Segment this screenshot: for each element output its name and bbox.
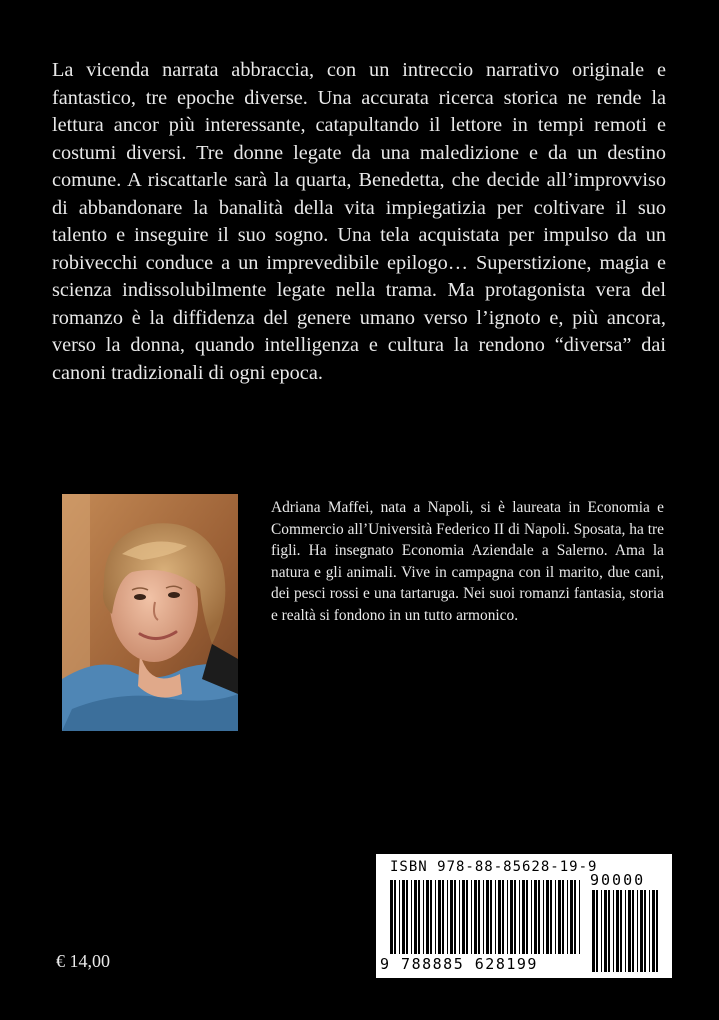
ean-digits: 9 788885 628199: [380, 955, 538, 973]
author-portrait-illustration: [62, 494, 238, 731]
book-blurb: La vicenda narrata abbraccia, con un intreccio narrativo originale e fantastico, tre epoche diverse. Una accurata ricerca storica ne rende la lettura ancor più interessante, catapultando il lettore in tempi remoti e costumi diversi. Tre donne legate da una maledizione e da un destino comune. A riscattarle sarà la quarta, Benedetta, che decide all’improvviso di abbandonare la banalità della vita impiegatizia per coltivare il suo talento e inseguire il suo sogno. Una tela acquistata per impulso da un robivecchi conduce a un imprevedibile epilogo… Superstizione, magia e scienza indissolubilmente legate nella trama. Ma protagonista vera del romanzo è la diffidenza del genere umano verso l’ignoto e, più ancora, verso la donna, quando intelligenza e cultura la rendono “diversa” dai canoni tradizionali di ogni epoca.: [52, 59, 666, 384]
author-bio: Adriana Maffei, nata a Napoli, si è laureata in Economia e Commercio all’Università Federico II di Napoli. Sposata, ha tre figli. Ha insegnato Economia Aziendale a Salerno. Ama la natura e gli animali. Vive in campagna con il marito, due cani, dei pesci rossi e una tartaruga. Nei suoi romanzi fantasia, storia e realtà si fondono in un tutto armonico.: [271, 499, 664, 624]
author-photo: [62, 494, 238, 731]
price-addon-code: 90000: [590, 871, 646, 889]
price-label: € 14,00: [56, 951, 110, 971]
isbn-label: ISBN 978-88-85628-19-9: [390, 859, 598, 875]
isbn-barcode: [376, 854, 672, 978]
